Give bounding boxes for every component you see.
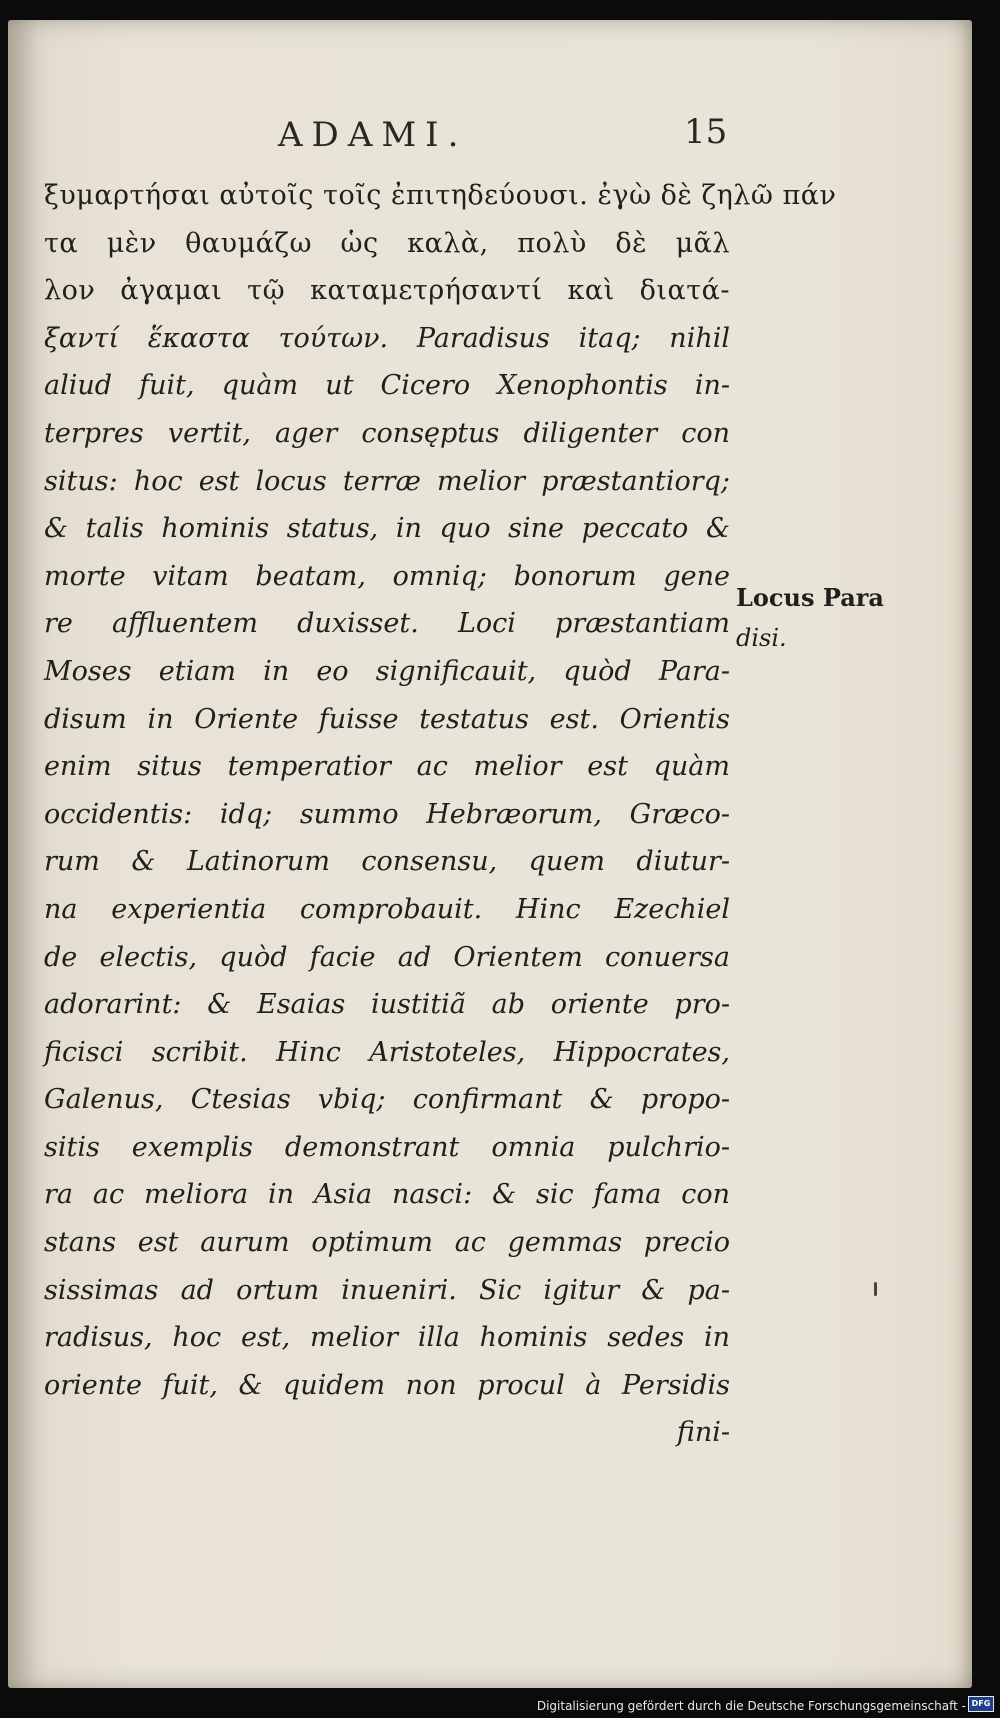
text-line: ficisci scribit. Hinc Aristoteles, Hippocrates,: [44, 1036, 730, 1068]
text-line: Moses etiam in eo significauit, quòd Para-: [44, 655, 730, 687]
running-head: ADAMI.: [278, 115, 468, 155]
text-line: radisus, hoc est, melior illa hominis sedes in: [44, 1322, 730, 1354]
paper-speck: [874, 1282, 877, 1296]
text-line: occidentis: idq; summo Hebræorum, Græco-: [44, 798, 730, 830]
text-line: & talis hominis status, in quo sine peccato &: [44, 513, 730, 545]
page-number: 15: [684, 112, 728, 152]
text-line: λον ἀγαμαι τῷ καταμετρήσαντί καὶ διατά-: [44, 275, 730, 307]
catchword: fini-: [676, 1417, 730, 1449]
text-line: re affluentem duxisset. Loci præstantiam: [44, 608, 730, 640]
marginal-note: [736, 578, 884, 658]
text-line: ξαντί ἕκαστα τούτων. Paradisus itaq; nihil: [44, 322, 730, 354]
text-line: na experientia comprobauit. Hinc Ezechiel: [44, 893, 730, 925]
book-page: [8, 20, 972, 1688]
text-line: rum & Latinorum consensu, quem diutur-: [44, 846, 730, 878]
footer-credit: Digitalisierung gefördert durch die Deutsche Forschungsgemeinschaft -: [536, 1699, 966, 1713]
text-line: de electis, quòd facie ad Orientem conuersa: [44, 941, 730, 973]
text-line: morte vitam beatam, omniq; bonorum gene: [44, 560, 730, 592]
text-line: oriente fuit, & quidem non procul à Persidis: [44, 1369, 730, 1401]
text-line: terpres vertit, ager consęptus diligenter con: [44, 417, 730, 449]
marginal-note-line: disi.: [736, 624, 787, 652]
dfg-logo-icon: DFG: [968, 1696, 994, 1712]
text-line: adorarint: & Esaias iustitiã ab oriente pro-: [44, 989, 730, 1021]
text-line: situs: hoc est locus terræ melior præstantiorq;: [44, 465, 730, 497]
text-line: τα μὲν θαυμάζω ὡς καλὰ, πολὺ δὲ μᾶλ: [44, 227, 730, 259]
text-line: aliud fuit, quàm ut Cicero Xenophontis in-: [44, 370, 730, 402]
footer-bar: [0, 1688, 1000, 1718]
text-line: Galenus, Ctesias vbiq; confirmant & propo-: [44, 1084, 730, 1116]
text-line: stans est aurum optimum ac gemmas precio: [44, 1227, 730, 1259]
text-line: sitis exemplis demonstrant omnia pulchrio-: [44, 1131, 730, 1163]
text-line: sissimas ad ortum inueniri. Sic igitur & pa-: [44, 1274, 730, 1306]
marginal-note-line: Locus Para: [736, 583, 884, 612]
text-line: disum in Oriente fuisse testatus est. Orientis: [44, 703, 730, 735]
text-line: ξυμαρτήσαι αὐτοῖς τοῖς ἐπιτηδεύουσι. ἐγὼ δὲ ζηλῶ πάν: [44, 180, 837, 211]
text-line: ra ac meliora in Asia nasci: & sic fama con: [44, 1179, 730, 1211]
text-line: enim situs temperatior ac melior est quàm: [44, 751, 730, 783]
